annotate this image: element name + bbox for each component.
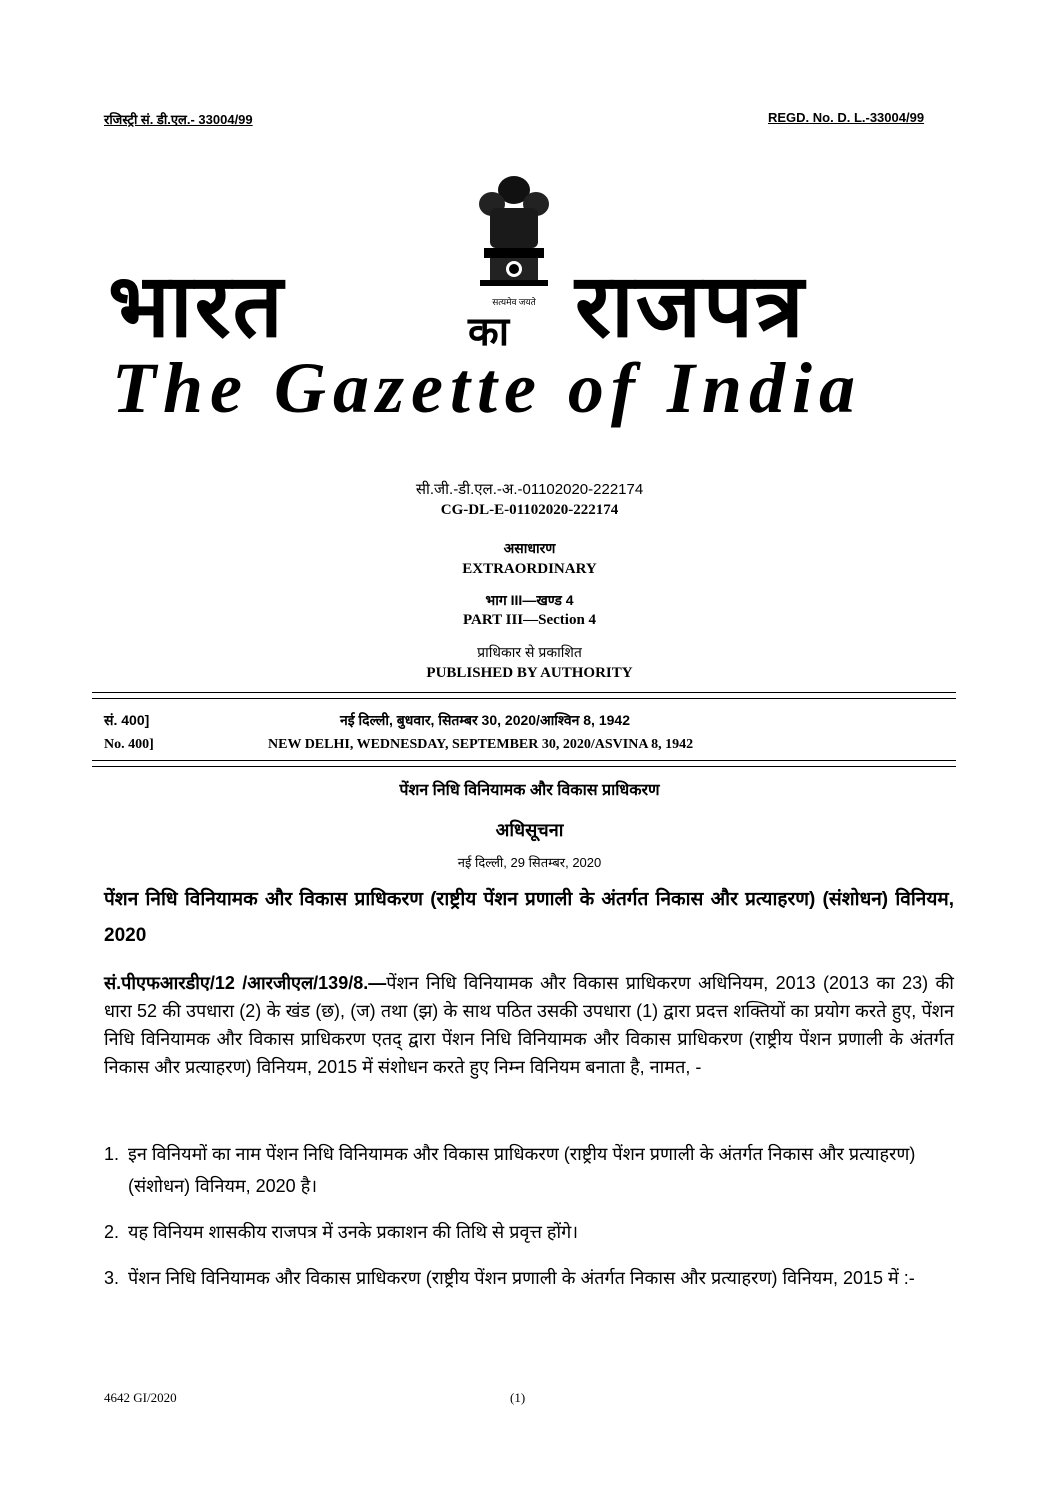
emblem-motto: सत्यमेव जयते xyxy=(492,297,536,307)
list-item xyxy=(104,1216,954,1248)
list-item xyxy=(104,1138,954,1202)
gazette-code-english: CG-DL-E-01102020-222174 xyxy=(440,502,619,518)
issue-number-hindi: सं. 400] xyxy=(104,712,150,728)
hindi-title-ka: का xyxy=(468,310,510,354)
gazette-code-hindi: सी.जी.-डी.एल.-अ.-01102020-222174 xyxy=(415,481,644,498)
page-number: (1) xyxy=(510,1390,526,1405)
top-rule-1 xyxy=(92,692,956,693)
list-item-number: 2. xyxy=(104,1222,120,1242)
notification-heading: अधिसूचना xyxy=(495,820,564,840)
footer-code: 4642 GI/2020 xyxy=(104,1390,177,1405)
regd-number-english: REGD. No. D. L.-33004/99 xyxy=(768,110,925,125)
notification-body xyxy=(104,969,954,1081)
list-item-text: यह विनियम शासकीय राजपत्र में उनके प्रकाशन की तिथि से प्रवृत्त होंगे। xyxy=(128,1222,579,1242)
notification-place-date: नई दिल्ली, 29 सितम्बर, 2020 xyxy=(457,855,602,870)
national-emblem-icon xyxy=(468,168,560,308)
regd-number-hindi: रजिस्ट्री सं. डी.एल.- 33004/99 xyxy=(104,112,253,127)
top-rule-2 xyxy=(92,698,956,699)
hindi-title-left: भारत xyxy=(108,256,285,355)
published-english: PUBLISHED BY AUTHORITY xyxy=(426,665,633,681)
extraordinary-english: EXTRAORDINARY xyxy=(462,561,597,577)
part-english: PART III—Section 4 xyxy=(462,612,597,628)
hindi-title-right: राजपत्र xyxy=(575,256,806,355)
list-item xyxy=(104,1262,954,1294)
list-item-text: पेंशन निधि विनियामक और विकास प्राधिकरण (राष्ट्रीय पेंशन प्रणाली के अंतर्गत निकास और प्रत्याहरण) विनियम, 2015 में :- xyxy=(128,1268,915,1288)
list-item-number: 3. xyxy=(104,1268,120,1288)
issue-number-english: No. 400] xyxy=(104,737,154,752)
authority-name: पेंशन निधि विनियामक और विकास प्राधिकरण xyxy=(399,782,660,799)
list-item-text: इन विनियमों का नाम पेंशन निधि विनियामक और विकास प्राधिकरण (राष्ट्रीय पेंशन प्रणाली के अंतर्गत निकास और प्रत्याहरण) (संशोधन) विनियम, 2020 है। xyxy=(128,1144,916,1196)
notification-reference: सं.पीएफआरडीए/12 /आरजीएल/139/8.— xyxy=(104,973,387,993)
published-hindi: प्राधिकार से प्रकाशित xyxy=(477,644,582,660)
issue-date-hindi: नई दिल्ली, बुधवार, सितम्बर 30, 2020/आश्विन 8, 1942 xyxy=(340,712,630,728)
english-gazette-title: The Gazette of India xyxy=(112,348,862,428)
list-item-number: 1. xyxy=(104,1144,120,1164)
bottom-rule-2 xyxy=(92,766,956,767)
part-hindi: भाग III—खण्ड 4 xyxy=(485,592,574,608)
issue-date-english: NEW DELHI, WEDNESDAY, SEPTEMBER 30, 2020/ASVINA 8, 1942 xyxy=(268,737,694,752)
bottom-rule-1 xyxy=(92,760,956,761)
notification-body-text: पेंशन निधि विनियामक और विकास प्राधिकरण अधिनियम, 2013 (2013 का 23) की धारा 52 की उपधारा (2) के खंड (छ), (ज) तथा (झ) के साथ पठित उसकी उपधारा (1) द्वारा प्रदत्त शक्तियों का प्रयोग करते हुए, पेंशन निधि विनियामक और विकास प्राधिकरण एतद् द्वारा पेंशन निधि विनियामक और विकास प्राधिकरण (राष्ट्रीय पेंशन प्रणाली के अंतर्गत निकास और प्रत्याहरण) विनियम, 2015 में संशोधन करते हुए निम्न विनियम बनाता है, नामत, - xyxy=(104,973,954,1077)
regulation-title: पेंशन निधि विनियामक और विकास प्राधिकरण (राष्ट्रीय पेंशन प्रणाली के अंतर्गत निकास और प्रत्याहरण) (संशोधन) विनियम, 2020 xyxy=(104,889,954,946)
extraordinary-hindi: असाधारण xyxy=(503,540,556,556)
